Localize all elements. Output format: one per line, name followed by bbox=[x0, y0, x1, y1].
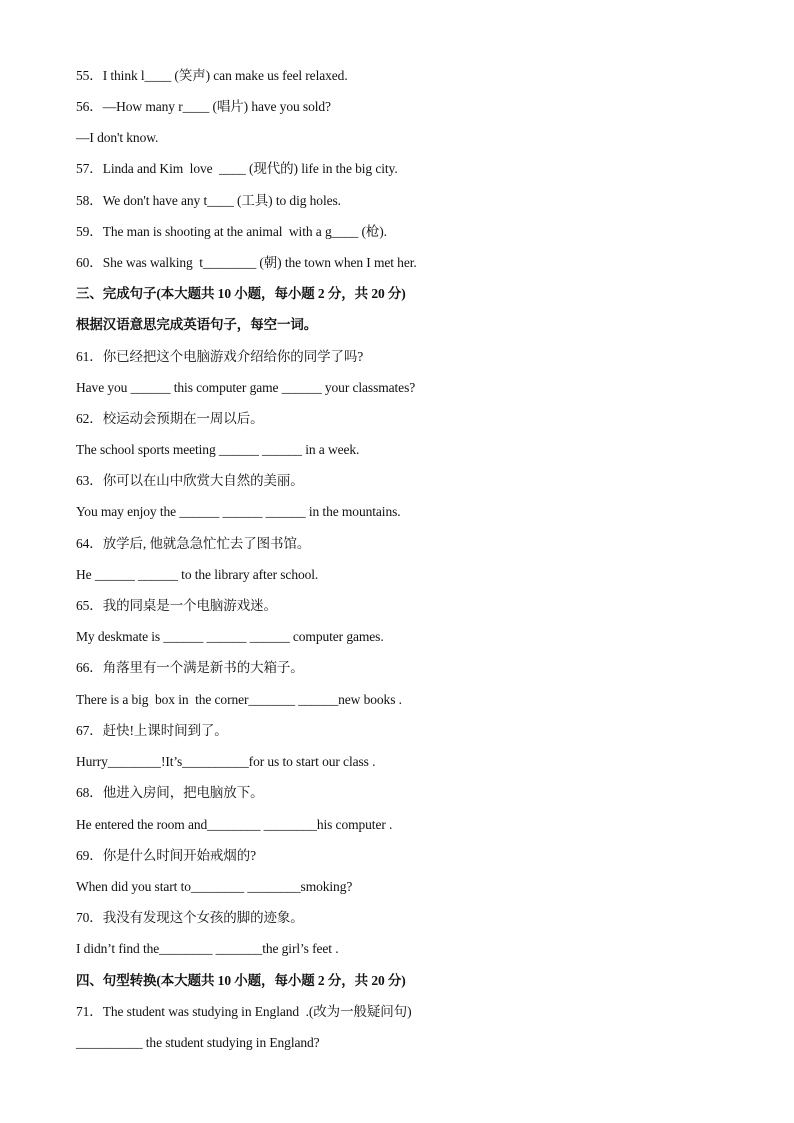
question-60: 60．She was walking t________ (朝) the town when I met her. bbox=[76, 255, 417, 270]
question-57: 57．Linda and Kim love ____ (现代的) life in the big city. bbox=[76, 161, 398, 176]
question-71-answer: __________ the student studying in England? bbox=[76, 1035, 320, 1050]
question-61-chinese: 61．你已经把这个电脑游戏介绍给你的同学了吗? bbox=[76, 349, 364, 364]
question-66-english: There is a big box in the corner_______ ______new books . bbox=[76, 692, 402, 707]
section-3-heading: 三、完成句子(本大题共 10 小题，每小题 2 分，共 20 分) bbox=[76, 286, 406, 301]
question-56-reply: —I don't know. bbox=[76, 130, 159, 145]
question-70-english: I didn’t find the________ _______the girl’s feet . bbox=[76, 941, 339, 956]
question-62-chinese: 62．校运动会预期在一周以后。 bbox=[76, 411, 264, 426]
question-65-english: My deskmate is ______ ______ ______ computer games. bbox=[76, 629, 384, 644]
question-64-english: He ______ ______ to the library after school. bbox=[76, 567, 319, 582]
question-63-english: You may enjoy the ______ ______ ______ in the mountains. bbox=[76, 504, 401, 519]
question-71: 71．The student was studying in England .(改为一般疑问句) bbox=[76, 1004, 412, 1019]
question-55: 55．I think l____ (笑声) can make us feel relaxed. bbox=[76, 68, 348, 83]
question-65-chinese: 65．我的同桌是一个电脑游戏迷。 bbox=[76, 598, 277, 613]
section-4-heading: 四、句型转换(本大题共 10 小题，每小题 2 分，共 20 分) bbox=[76, 973, 406, 988]
question-56: 56．—How many r____ (唱片) have you sold? bbox=[76, 99, 331, 114]
question-61-english: Have you ______ this computer game ______ your classmates? bbox=[76, 380, 416, 395]
section-3-instruction: 根据汉语意思完成英语句子，每空一词。 bbox=[76, 317, 318, 332]
question-70-chinese: 70．我没有发现这个女孩的脚的迹象。 bbox=[76, 910, 304, 925]
question-58: 58．We don't have any t____ (工具) to dig holes. bbox=[76, 193, 341, 208]
question-63-chinese: 63．你可以在山中欣赏大自然的美丽。 bbox=[76, 473, 304, 488]
question-66-chinese: 66．角落里有一个满是新书的大箱子。 bbox=[76, 660, 304, 675]
question-68-english: He entered the room and________ ________his computer . bbox=[76, 817, 393, 832]
question-59: 59．The man is shooting at the animal with a g____ (枪). bbox=[76, 224, 387, 239]
question-69-english: When did you start to________ ________smoking? bbox=[76, 879, 353, 894]
question-67-chinese: 67．赶快!上课时间到了。 bbox=[76, 723, 228, 738]
question-64-chinese: 64．放学后, 他就急急忙忙去了图书馆。 bbox=[76, 536, 311, 551]
question-67-english: Hurry________!It’s__________for us to start our class . bbox=[76, 754, 376, 769]
question-68-chinese: 68．他进入房间，把电脑放下。 bbox=[76, 785, 264, 800]
question-69-chinese: 69．你是什么时间开始戒烟的? bbox=[76, 848, 256, 863]
question-62-english: The school sports meeting ______ ______ in a week. bbox=[76, 442, 360, 457]
